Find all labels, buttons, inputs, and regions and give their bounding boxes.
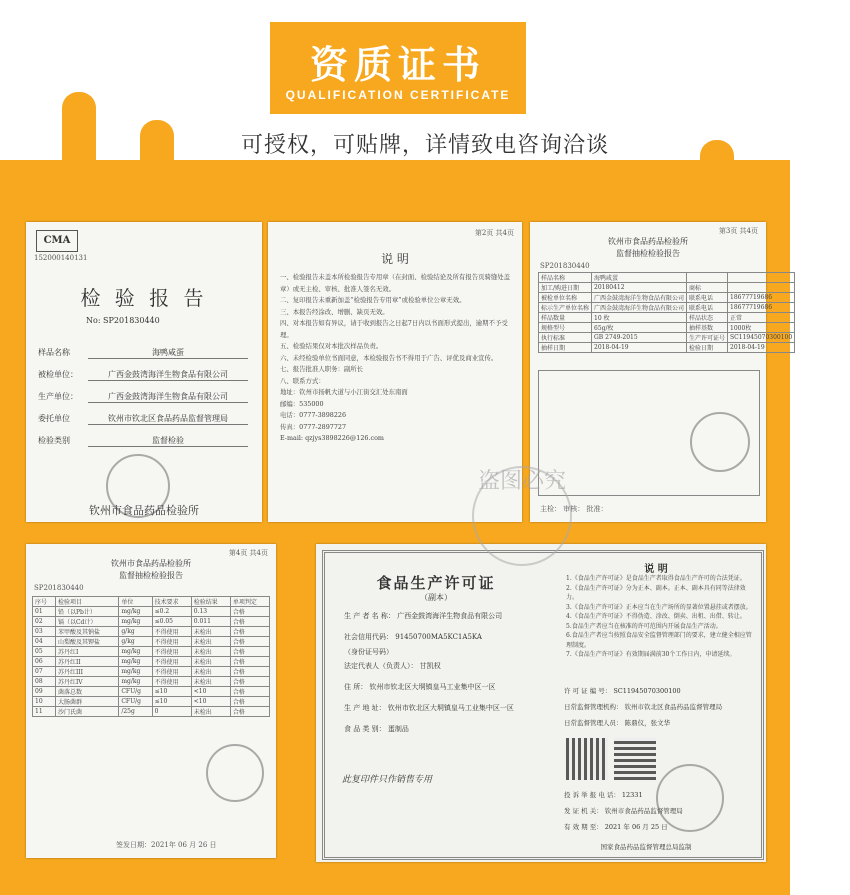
table-row: 03 苯甲酸及其钠盐 g/kg 不得使用 未检出 合格 (33, 627, 270, 637)
table-row: 样品名称 海鸭咸蛋 (539, 273, 795, 283)
page-number: 第2页 共4页 (474, 229, 514, 237)
note-line: 6.食品生产者应当按照食品安全监督管理部门的要求，建立健全相应管理制度。 (566, 632, 752, 649)
instruction-line: 六、未经检验单位书面同意，本检验报告书不得用于广告、评优及商业宣传。 (280, 353, 498, 362)
stamp (690, 412, 750, 472)
cover-footer: 钦州市食品药品检验所 (89, 504, 199, 517)
issuer: 发 证 机 关： 钦州市食品药品监督管理局 (564, 807, 683, 815)
notes-title: 说 明 (644, 564, 668, 575)
table-row: 10 大肠菌群 CFU/g ≤10 <10 合格 (33, 697, 270, 707)
note-line: 1.《食品生产许可证》是食品生产者取得食品生产许可的合法凭证。 (566, 575, 746, 582)
license-subtitle: （副本） (420, 593, 452, 602)
issue-date: 签发日期：2021年 06 月 26 日 (116, 841, 217, 849)
valid-until: 有 效 期 至： 2021 年 06 月 25 日 (564, 823, 668, 831)
page-number: 第4页 共4页 (228, 549, 268, 557)
instruction-line: 四、对本报告如有异议，请于收到报告之日起7日内以书面形式提出，逾期不予受理。 (280, 319, 508, 339)
table-row: 样品数量 10 枚 样品状态 正常 (539, 313, 795, 323)
instruction-line: 七、报告批准人职务：副所长 (280, 365, 364, 373)
table-row: 02 镉（以Cd计） mg/kg ≤0.05 0.011 合格 (33, 617, 270, 627)
instruction-line: 三、本报告经涂改、增删、缺页无效。 (280, 307, 389, 316)
row-value: 钦州市钦北区食品药品监督管理局 (88, 413, 248, 425)
title-box (270, 22, 526, 114)
instruction-line: 一、检验报告未盖本所检验报告专用章（在封面、检验结论及所有报告页骑缝处盖章）或无主检、审核、批准人签名无效。 (280, 273, 511, 293)
cover-rows (38, 347, 252, 457)
license-fields (344, 606, 564, 740)
cover-row (38, 435, 252, 457)
signers: 主检： 审核： 批准： (540, 505, 608, 513)
table-row: 被检单位名称 广西金鼓湾海洋生物食品有限公司 联系电话 18677719686 (539, 293, 795, 303)
row-value: 海鸭咸蛋 (88, 347, 248, 359)
cover-row (38, 369, 252, 391)
bottom-note: 国家食品药品监督管理总局监制 (600, 843, 692, 851)
table-row: 加工/购进日期 20180412 商标 (539, 283, 795, 293)
stamp (206, 744, 264, 802)
table-row: 05 苏丹红I mg/kg 不得使用 未检出 合格 (33, 647, 270, 657)
table-row: 08 苏丹红IV mg/kg 不得使用 未检出 合格 (33, 677, 270, 687)
cover-row (38, 413, 252, 435)
instruction-line: 传真：0777-2897727 (280, 422, 347, 431)
subtitle: 可授权，可贴牌，详情致电咨询洽谈 (240, 133, 609, 158)
report-number: SP201830440 (34, 584, 84, 592)
license-field: 生 产 者 名 称： 广西金鼓湾海洋生物食品有限公司 (344, 612, 503, 620)
qr-code (566, 738, 608, 780)
page-subtitle: 监督抽检检验报告 (119, 571, 183, 580)
license-field: 食 品 类 别： 蛋制品 (344, 725, 409, 733)
watermark: 盗图必究 (472, 466, 572, 566)
table-row: 01 铅（以Pb计） mg/kg ≤0.2 0.13 合格 (33, 607, 270, 617)
supervision-authority: 日常监督管理机构： 钦州市钦北区食品药品监督管理局 (564, 703, 723, 711)
cover-row (38, 347, 252, 369)
cover-row (38, 391, 252, 413)
qr-code-2 (614, 738, 656, 780)
note-line: 7.《食品生产许可证》有效期届满前30个工作日内，申请延续。 (566, 651, 736, 658)
row-label: 样品名称 (38, 348, 70, 357)
note-line: 2.《食品生产许可证》分为正本、副本。正本、副本具有同等法律效力。 (566, 584, 746, 601)
page-title: 说 明 (381, 252, 409, 266)
production-license (316, 544, 766, 862)
page-subtitle: 监督抽检检验报告 (616, 249, 680, 258)
supervisor: 日常监督管理人员： 陈鼎仪，张文华 (564, 719, 671, 727)
report-number: No: SP201830440 (86, 316, 160, 325)
row-label: 生产单位： (38, 392, 78, 401)
license-number: 许 可 证 编 号： SC11945070300100 (564, 687, 681, 695)
instruction-line: 五、检验结果仅对本批次样品负责。 (280, 342, 383, 350)
instruction-line: 地址：钦州市扬帆大道与小江街交汇处东南面 (280, 388, 408, 396)
report-number: SP201830440 (540, 262, 590, 270)
instruction-line: 二、复印报告未重新加盖“检验报告专用章”或检验单位公章无效。 (280, 296, 466, 304)
license-field: 社会信用代码： 91450700MA5KC1A5KA (344, 633, 482, 641)
table-header: 序号 检验项目 单位 技术要求 检验结果 单项判定 (33, 597, 270, 607)
license-title: 食品生产许可证 (376, 574, 496, 592)
table-row: 06 苏丹红II mg/kg 不得使用 未检出 合格 (33, 657, 270, 667)
page-title: 钦州市食品药品检验所 (111, 559, 191, 568)
page-title: 钦州市食品药品检验所 (608, 237, 688, 246)
note-line: 5.食品生产者应当在核准的许可范围内开展食品生产活动。 (566, 622, 722, 630)
inspection-report-cover (26, 222, 262, 522)
row-label: 检验类别 (38, 436, 70, 445)
license-field: 法定代表人（负责人）： 甘凯权 (344, 662, 441, 670)
hotline: 投 诉 举 报 电 话： 12331 (564, 791, 643, 799)
table-row: 04 山梨酸及其钾盐 g/kg 不得使用 未检出 合格 (33, 637, 270, 647)
note-line: 4.《食品生产许可证》不得伪造、涂改、倒卖、出租、出借、转让。 (566, 613, 746, 620)
stamp (656, 764, 724, 832)
instruction-line: 邮编：535000 (280, 399, 324, 408)
row-value: 广西金鼓湾海洋生物食品有限公司 (88, 369, 248, 381)
license-field: 住 所： 钦州市钦北区大垌镇皇马工业集中区一区 (344, 683, 496, 691)
instruction-line: E-mail: qzjys3898226@126.com (280, 434, 384, 442)
table-row: 09 菌落总数 CFU/g ≤10 <10 合格 (33, 687, 270, 697)
row-value: 广西金鼓湾海洋生物食品有限公司 (88, 391, 248, 403)
report-title: 检 验 报 告 (80, 286, 208, 310)
detail-table (538, 272, 795, 353)
test-results-page (26, 544, 276, 858)
table-row: 抽样日期 2018-04-19 检验日期 2018-04-19 (539, 343, 795, 353)
table-row: 执行标准 GB 2749-2015 生产许可证号 SC11945070300100 (539, 333, 795, 343)
table-row: 规格型号 65g/枚 抽样基数 1000枚 (539, 323, 795, 333)
table-row: 标示生产单位名称 广西金鼓湾海洋生物食品有限公司 联系电话 18677719686 (539, 303, 795, 313)
row-value: 监督检验 (88, 435, 248, 447)
handwritten-note: 此复印件只作销售专用 (342, 775, 433, 785)
table-row: 07 苏丹红III mg/kg 不得使用 未检出 合格 (33, 667, 270, 677)
note-line: 3.《食品生产许可证》正本应当在生产场所的显著位置悬挂或者摆放。 (566, 603, 752, 611)
cma-logo: CMA (36, 230, 78, 252)
instruction-lines (280, 272, 512, 445)
title-cn: 资质证书 (309, 43, 486, 87)
results-table (32, 596, 270, 717)
row-label: 被检单位： (38, 370, 78, 379)
instruction-line: 电话：0777-3898226 (280, 411, 347, 419)
instruction-line: 八、联系方式： (280, 376, 325, 385)
cma-number: 152000140131 (34, 254, 88, 262)
notes (566, 574, 752, 660)
title-en: QUALIFICATION CERTIFICATE (285, 88, 511, 102)
row-label: 委托单位 (38, 414, 70, 423)
license-field: （身份证号码） (344, 648, 393, 656)
page-number: 第3页 共4页 (718, 227, 758, 235)
table-row: 11 沙门氏菌 /25g 0 未检出 合格 (33, 707, 270, 717)
license-field: 生 产 地 址： 钦州市钦北区大垌镇皇马工业集中区一区 (344, 704, 514, 712)
